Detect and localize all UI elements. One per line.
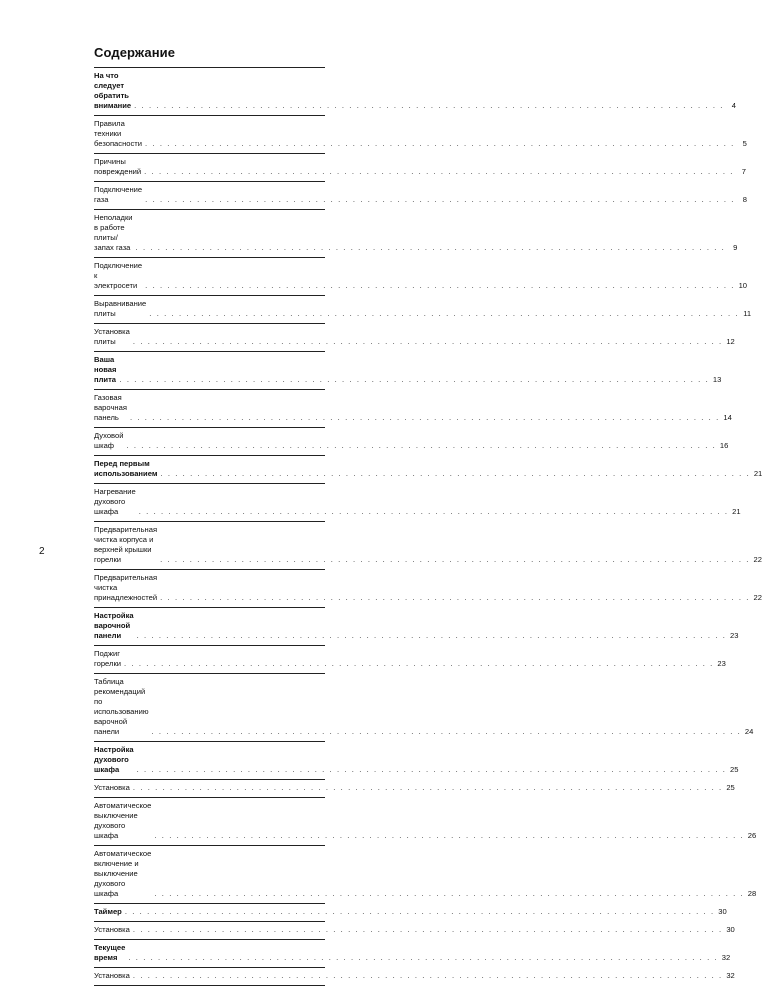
- toc-entry-page: 23: [717, 659, 726, 668]
- toc-entry: [94, 258, 748, 296]
- toc-entry-page: 30: [718, 907, 727, 916]
- toc-dot-leader: . . . . . . . . . . . . . . . . . . . . . . . . . . . . . . . . . . . . . . . . . . . . . . . . . . . . . . . . . . . . . . . . . . . . . . . . . . . . . . . .: [151, 727, 742, 736]
- table-of-contents: [94, 67, 762, 986]
- toc-entry-page: 32: [721, 953, 731, 962]
- toc-entry-page: 30: [726, 925, 735, 934]
- toc-dot-leader: . . . . . . . . . . . . . . . . . . . . . . . . . . . . . . . . . . . . . . . . . . . . . . . . . . . . . . . . . . . . . . . . . . . . . . . . . . . . . . . .: [135, 243, 726, 252]
- toc-entry-page: 4: [731, 101, 736, 110]
- toc-entry-page: 22: [753, 555, 762, 564]
- toc-dot-leader: . . . . . . . . . . . . . . . . . . . . . . . . . . . . . . . . . . . . . . . . . . . . . . . . . . . . . . . . . . . . . . . . . . . . . . . . . . . . . . . .: [160, 469, 751, 478]
- toc-dot-leader: . . . . . . . . . . . . . . . . . . . . . . . . . . . . . . . . . . . . . . . . . . . . . . . . . . . . . . . . . . . . . . . . . . . . . . . . . . . . . . . .: [132, 783, 723, 792]
- toc-dot-leader: . . . . . . . . . . . . . . . . . . . . . . . . . . . . . . . . . . . . . . . . . . . . . . . . . . . . . . . . . . . . . . . . . . . . . . . . . . . . . . . .: [132, 971, 723, 980]
- toc-entry-title: Подключение газа: [94, 185, 143, 204]
- toc-entry-title: Выравнивание плиты: [94, 299, 147, 318]
- toc-entry: [94, 522, 762, 570]
- toc-dot-leader: . . . . . . . . . . . . . . . . . . . . . . . . . . . . . . . . . . . . . . . . . . . . . . . . . . . . . . . . . . . . . . . . . . . . . . . . . . . . . . . .: [154, 831, 745, 840]
- toc-entry-page: 13: [712, 375, 722, 384]
- toc-entry: [94, 324, 735, 352]
- toc-dot-leader: . . . . . . . . . . . . . . . . . . . . . . . . . . . . . . . . . . . . . . . . . . . . . . . . . . . . . . . . . . . . . . . . . . . . . . . . . . . . . . . .: [136, 631, 727, 640]
- toc-dot-leader: . . . . . . . . . . . . . . . . . . . . . . . . . . . . . . . . . . . . . . . . . . . . . . . . . . . . . . . . . . . . . . . . . . . . . . . . . . . . . . . .: [124, 659, 714, 668]
- toc-entry-page: 7: [741, 167, 746, 176]
- toc-entry: [94, 904, 727, 922]
- toc-entry: [94, 798, 757, 846]
- toc-entry: [94, 456, 762, 484]
- toc-entry: [94, 182, 748, 210]
- toc-entry-title: Предварительная чистка корпуса и верхней крышки горелки: [94, 525, 158, 564]
- toc-dot-leader: . . . . . . . . . . . . . . . . . . . . . . . . . . . . . . . . . . . . . . . . . . . . . . . . . . . . . . . . . . . . . . . . . . . . . . . . . . . . . . . .: [145, 195, 736, 204]
- toc-entry-page: 14: [723, 413, 732, 422]
- toc-entry-page: 25: [730, 765, 739, 774]
- toc-entry-title: Неполадки в работе плиты/запах газа: [94, 213, 133, 252]
- toc-entry-page: 26: [747, 831, 757, 840]
- toc-entry: [94, 846, 757, 904]
- toc-dot-leader: . . . . . . . . . . . . . . . . . . . . . . . . . . . . . . . . . . . . . . . . . . . . . . . . . . . . . . . . . . . . . . . . . . . . . . . . . . . . . . . .: [160, 555, 750, 564]
- toc-entry: [94, 570, 762, 608]
- toc-dot-leader: . . . . . . . . . . . . . . . . . . . . . . . . . . . . . . . . . . . . . . . . . . . . . . . . . . . . . . . . . . . . . . . . . . . . . . . . . . . . . . . .: [124, 907, 715, 916]
- toc-dot-leader: . . . . . . . . . . . . . . . . . . . . . . . . . . . . . . . . . . . . . . . . . . . . . . . . . . . . . . . . . . . . . . . . . . . . . . . . . . . . . . . .: [138, 507, 729, 516]
- toc-entry-title: Подключение к электросети: [94, 261, 143, 290]
- toc-entry: [94, 742, 739, 780]
- toc-dot-leader: . . . . . . . . . . . . . . . . . . . . . . . . . . . . . . . . . . . . . . . . . . . . . . . . . . . . . . . . . . . . . . . . . . . . . . . . . . . . . . . .: [132, 925, 723, 934]
- toc-entry-page: 25: [726, 783, 735, 792]
- toc-entry-title: Причины повреждений: [94, 157, 142, 176]
- toc-entry-title: Духовой шкаф: [94, 431, 124, 450]
- toc-entry: [94, 352, 722, 390]
- toc-entry: [94, 484, 741, 522]
- toc-entry-title: Установка: [94, 783, 130, 792]
- toc-entry-title: Установка: [94, 925, 130, 934]
- toc-entry: [94, 646, 726, 674]
- toc-entry-title: Газовая варочная панель: [94, 393, 127, 422]
- toc-entry-page: 22: [753, 593, 762, 602]
- toc-entry-title: Автоматическое выключение духового шкафа: [94, 801, 152, 840]
- toc-entry-page: 23: [730, 631, 739, 640]
- toc-dot-leader: . . . . . . . . . . . . . . . . . . . . . . . . . . . . . . . . . . . . . . . . . . . . . . . . . . . . . . . . . . . . . . . . . . . . . . . . . . . . . . . .: [126, 441, 717, 450]
- toc-dot-leader: . . . . . . . . . . . . . . . . . . . . . . . . . . . . . . . . . . . . . . . . . . . . . . . . . . . . . . . . . . . . . . . . . . . . . . . . . . . . . . . .: [119, 375, 710, 384]
- toc-dot-leader: . . . . . . . . . . . . . . . . . . . . . . . . . . . . . . . . . . . . . . . . . . . . . . . . . . . . . . . . . . . . . . . . . . . . . . . . . . . . . . . .: [129, 413, 720, 422]
- toc-entry-page: 5: [742, 139, 747, 148]
- page-number: 2: [39, 546, 45, 557]
- toc-entry: [94, 428, 729, 456]
- toc-entry: [94, 674, 754, 742]
- toc-dot-leader: . . . . . . . . . . . . . . . . . . . . . . . . . . . . . . . . . . . . . . . . . . . . . . . . . . . . . . . . . . . . . . . . . . . . . . . . . . . . . . . .: [134, 101, 724, 110]
- toc-entry-page: 12: [726, 337, 735, 346]
- toc-entry-title: Правила техники безопасности: [94, 119, 143, 148]
- toc-entry: [94, 390, 732, 428]
- toc-entry-page: 21: [732, 507, 741, 516]
- toc-entry: [94, 68, 736, 116]
- toc-entry: [94, 608, 739, 646]
- toc-dot-leader: . . . . . . . . . . . . . . . . . . . . . . . . . . . . . . . . . . . . . . . . . . . . . . . . . . . . . . . . . . . . . . . . . . . . . . . . . . . . . . . .: [145, 281, 736, 290]
- toc-entry-title: Таймер: [94, 907, 122, 916]
- toc-dot-leader: . . . . . . . . . . . . . . . . . . . . . . . . . . . . . . . . . . . . . . . . . . . . . . . . . . . . . . . . . . . . . . . . . . . . . . . . . . . . . . . .: [136, 765, 727, 774]
- toc-dot-leader: . . . . . . . . . . . . . . . . . . . . . . . . . . . . . . . . . . . . . . . . . . . . . . . . . . . . . . . . . . . . . . . . . . . . . . . . . . . . . . . .: [132, 337, 723, 346]
- toc-entry: [94, 210, 738, 258]
- toc-entry-title: Ваша новая плита: [94, 355, 117, 384]
- toc-entry-page: 28: [747, 889, 757, 898]
- toc-entry-page: 16: [719, 441, 729, 450]
- toc-entry-title: Настройка варочной панели: [94, 611, 134, 640]
- toc-entry-page: 21: [753, 469, 762, 478]
- toc-entry-title: Настройка духового шкафа: [94, 745, 134, 774]
- toc-entry: [94, 116, 747, 154]
- toc-entry: [94, 940, 731, 968]
- toc-entry: [94, 922, 735, 940]
- toc-dot-leader: . . . . . . . . . . . . . . . . . . . . . . . . . . . . . . . . . . . . . . . . . . . . . . . . . . . . . . . . . . . . . . . . . . . . . . . . . . . . . . . .: [145, 139, 735, 148]
- toc-entry-title: Таблица рекомендаций по использованию варочной панели: [94, 677, 149, 736]
- toc-entry: [94, 154, 746, 182]
- toc-entry-page: 8: [742, 195, 748, 204]
- toc-entry-title: Нагревание духового шкафа: [94, 487, 136, 516]
- toc-entry-title: Предварительная чистка принадлежностей: [94, 573, 158, 602]
- toc-entry-page: 9: [733, 243, 738, 252]
- toc-dot-leader: . . . . . . . . . . . . . . . . . . . . . . . . . . . . . . . . . . . . . . . . . . . . . . . . . . . . . . . . . . . . . . . . . . . . . . . . . . . . . . . .: [144, 167, 734, 176]
- toc-entry-title: Автоматическое включение и выключение духового шкафа: [94, 849, 152, 898]
- toc-entry-title: Установка плиты: [94, 327, 130, 346]
- toc-entry-title: Поджиг горелки: [94, 649, 122, 668]
- toc-dot-leader: . . . . . . . . . . . . . . . . . . . . . . . . . . . . . . . . . . . . . . . . . . . . . . . . . . . . . . . . . . . . . . . . . . . . . . . . . . . . . . . .: [128, 953, 719, 962]
- toc-entry: [94, 968, 735, 986]
- toc-entry-title: Перед первым использованием: [94, 459, 158, 478]
- toc-entry-title: Текущее время: [94, 943, 126, 962]
- toc-entry-page: 11: [743, 309, 752, 318]
- page-title: Содержание: [94, 45, 176, 60]
- toc-dot-leader: . . . . . . . . . . . . . . . . . . . . . . . . . . . . . . . . . . . . . . . . . . . . . . . . . . . . . . . . . . . . . . . . . . . . . . . . . . . . . . . .: [154, 889, 745, 898]
- toc-entry-page: 10: [738, 281, 748, 290]
- toc-dot-leader: . . . . . . . . . . . . . . . . . . . . . . . . . . . . . . . . . . . . . . . . . . . . . . . . . . . . . . . . . . . . . . . . . . . . . . . . . . . . . . . .: [149, 309, 740, 318]
- toc-entry: [94, 780, 735, 798]
- toc-entry-page: 24: [744, 727, 754, 736]
- toc-entry-title: Установка: [94, 971, 130, 980]
- toc-entry-title: На что следует обратить внимание: [94, 71, 132, 110]
- toc-entry-page: 32: [726, 971, 735, 980]
- toc-entry: [94, 296, 752, 324]
- toc-dot-leader: . . . . . . . . . . . . . . . . . . . . . . . . . . . . . . . . . . . . . . . . . . . . . . . . . . . . . . . . . . . . . . . . . . . . . . . . . . . . . . . .: [160, 593, 750, 602]
